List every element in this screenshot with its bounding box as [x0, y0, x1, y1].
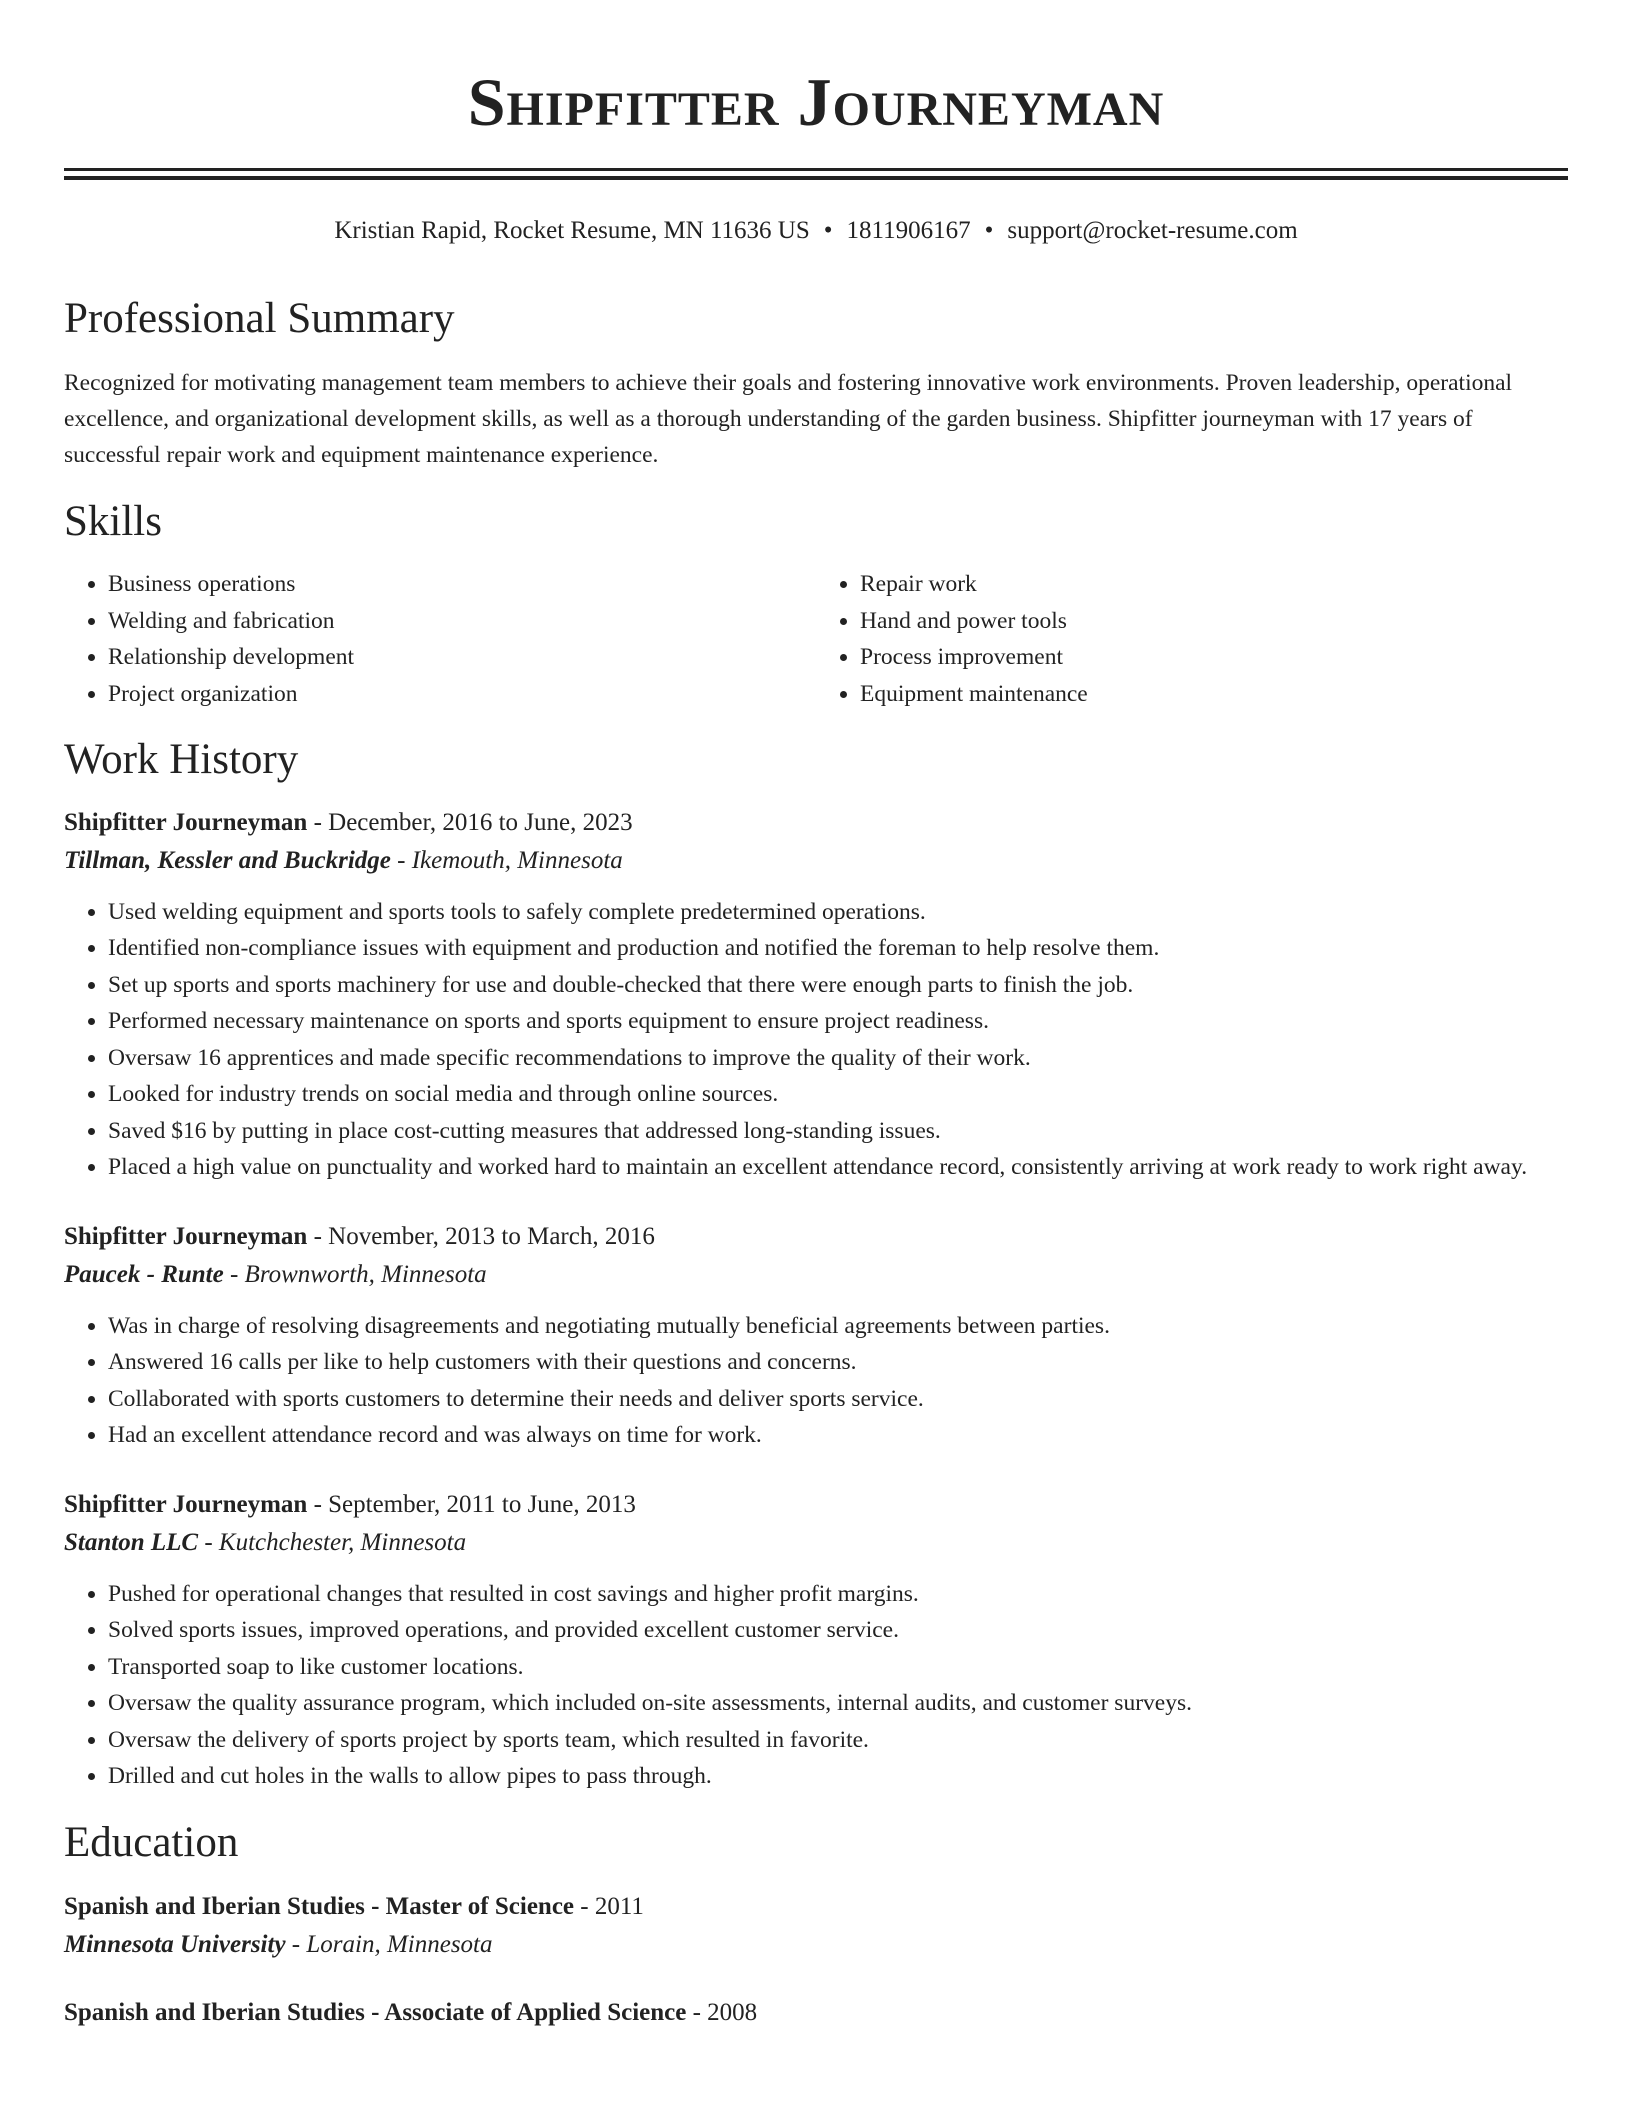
summary-heading: Professional Summary [64, 295, 455, 342]
skill-item: • Equipment maintenance [860, 676, 1568, 713]
company-line [64, 842, 1568, 880]
job-title: Shipfitter Journeyman [64, 808, 308, 836]
contact-separator: • [984, 217, 994, 244]
education-entry [64, 1888, 1568, 1964]
summary-text: Recognized for motivating management team members to achieve their goals and fostering innovative work environments. Proven leadership, operational excellence, and organizational development skills, as well as a thorough understanding of the garden business. Shipfitter journeyman with 17 years of successful repair work and equipment maintenance experience. [64, 369, 1513, 468]
company-name: Paucek - Runte [64, 1260, 224, 1288]
skill-item: • Process improvement [860, 639, 1568, 676]
job-dates: - November, 2013 to March, 2016 [307, 1222, 655, 1250]
job-bullet: • Performed necessary maintenance on sports and sports equipment to ensure project readiness. [108, 1003, 1568, 1040]
job-entry [64, 804, 1568, 1186]
job-dates: - December, 2016 to June, 2023 [307, 808, 633, 836]
company-name: Stanton LLC [64, 1528, 199, 1556]
degree-year: - 2008 [686, 1999, 758, 2027]
skill-item: • Hand and power tools [860, 603, 1568, 640]
school-name: Minnesota University [64, 1931, 286, 1959]
job-bullet: • Set up sports and sports machinery for use and double-checked that there were enough parts to finish the job. [108, 967, 1568, 1004]
contact-address: Kristian Rapid, Rocket Resume, MN 11636 US [334, 217, 810, 244]
school-line [64, 1926, 1568, 1964]
skill-item: • Welding and fabrication [108, 603, 816, 640]
degree-name: Spanish and Iberian Studies - Associate of Applied Science [64, 1999, 687, 2027]
education-entry [64, 1994, 1568, 2032]
skills-heading: Skills [64, 497, 162, 545]
skill-item: • Repair work [860, 566, 1568, 603]
job-entry [64, 1218, 1568, 1454]
company-location: - Brownworth, Minnesota [223, 1260, 487, 1288]
company-location: - Kutchchester, Minnesota [198, 1528, 467, 1556]
job-bullet: • Saved $16 by putting in place cost-cutting measures that addressed long-standing issues. [108, 1113, 1568, 1150]
work-history-heading: Work History [64, 736, 299, 784]
job-bullet: • Had an excellent attendance record and was always on time for work. [108, 1417, 1568, 1454]
job-title-line [64, 804, 1568, 842]
skills-list [64, 566, 1568, 712]
job-title: Shipfitter Journeyman [64, 1222, 308, 1250]
contact-line [64, 216, 1568, 246]
company-line [64, 1256, 1568, 1294]
job-bullet: • Transported soap to like customer locations. [108, 1649, 1568, 1686]
skills-column-right [816, 566, 1568, 712]
job-title-line [64, 1486, 1568, 1524]
job-bullet: • Identified non-compliance issues with equipment and production and notified the foreman to help resolve them. [108, 930, 1568, 967]
degree-line [64, 1994, 1568, 2032]
job-entry [64, 1486, 1568, 1795]
job-title: Shipfitter Journeyman [64, 1490, 308, 1518]
skills-column-left [64, 566, 816, 712]
job-bullet: • Solved sports issues, improved operations, and provided excellent customer service. [108, 1612, 1568, 1649]
contact-separator: • [823, 217, 833, 244]
job-dates: - September, 2011 to June, 2013 [307, 1490, 636, 1518]
job-title-line [64, 1218, 1568, 1256]
degree-name: Spanish and Iberian Studies - Master of Science [64, 1893, 575, 1921]
company-location: - Ikemouth, Minnesota [390, 846, 623, 874]
job-bullets [64, 1308, 1568, 1454]
job-bullet: • Oversaw the quality assurance program, which included on-site assessments, internal audits, and customer surveys. [108, 1685, 1568, 1722]
job-bullet: • Looked for industry trends on social media and through online sources. [108, 1076, 1568, 1113]
job-bullet: • Pushed for operational changes that resulted in cost savings and higher profit margins. [108, 1576, 1568, 1613]
title-divider-top [64, 168, 1568, 171]
job-bullet: • Placed a high value on punctuality and worked hard to maintain an excellent attendance record, consistently arriving at work ready to work right away. [108, 1149, 1568, 1186]
degree-year: - 2011 [574, 1893, 644, 1921]
job-bullet: • Was in charge of resolving disagreements and negotiating mutually beneficial agreements between parties. [108, 1308, 1568, 1345]
contact-phone: 1811906167 [846, 217, 971, 244]
job-bullets [64, 894, 1568, 1186]
job-bullet: • Answered 16 calls per like to help customers with their questions and concerns. [108, 1344, 1568, 1381]
company-name: Tillman, Kessler and Buckridge [64, 846, 391, 874]
skill-item: • Relationship development [108, 639, 816, 676]
company-line [64, 1524, 1568, 1562]
skill-item: • Project organization [108, 676, 816, 713]
title-divider-bottom [64, 176, 1568, 180]
school-location: - Lorain, Minnesota [285, 1931, 493, 1959]
job-bullets [64, 1576, 1568, 1795]
skill-item: • Business operations [108, 566, 816, 603]
job-bullet: • Collaborated with sports customers to determine their needs and deliver sports service. [108, 1381, 1568, 1418]
job-bullet: • Oversaw 16 apprentices and made specific recommendations to improve the quality of their work. [108, 1040, 1568, 1077]
resume-title: Shipfitter Journeyman [467, 64, 1165, 140]
contact-email: support@rocket-resume.com [1007, 217, 1298, 244]
job-bullet: • Oversaw the delivery of sports project by sports team, which resulted in favorite. [108, 1722, 1568, 1759]
job-bullet: • Drilled and cut holes in the walls to allow pipes to pass through. [108, 1758, 1568, 1795]
education-heading: Education [64, 1818, 239, 1866]
job-bullet: • Used welding equipment and sports tools to safely complete predetermined operations. [108, 894, 1568, 931]
degree-line [64, 1888, 1568, 1926]
